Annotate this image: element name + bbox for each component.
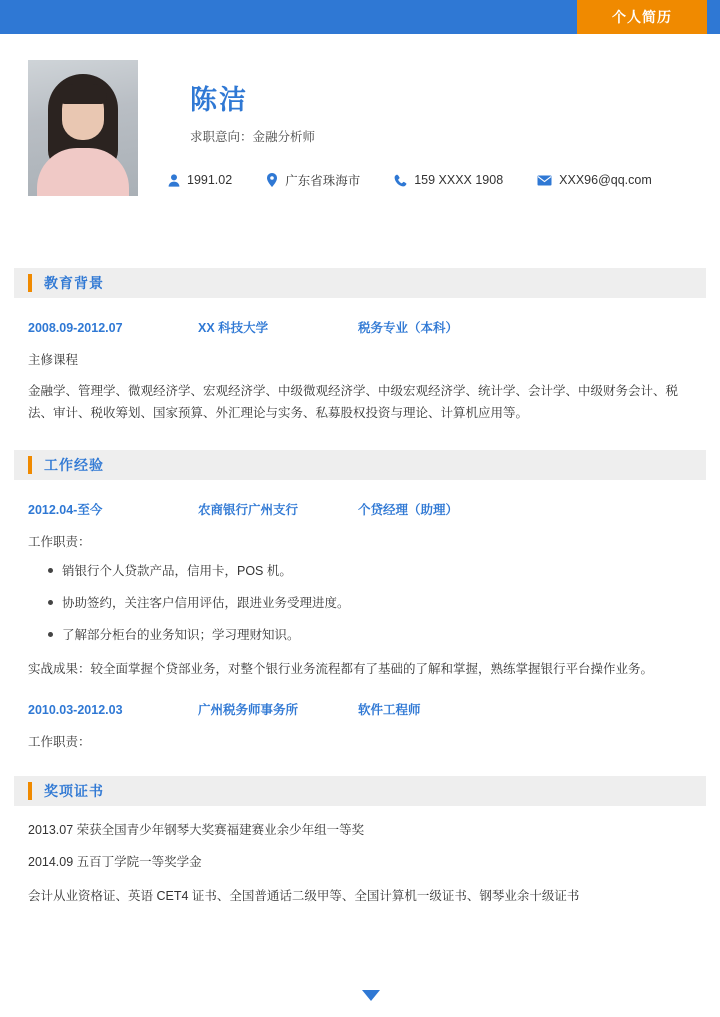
list-item: 了解部分柜台的业务知识；学习理财知识。	[48, 624, 692, 646]
profile-info	[168, 60, 692, 189]
contact-email	[537, 173, 652, 187]
work-role: 个贷经理（助理）	[358, 503, 459, 517]
work-date: 2012.04-至今	[28, 503, 103, 517]
section-accent-bar	[28, 274, 32, 292]
contact-location-text: 广东省珠海市	[285, 174, 361, 188]
contact-email-text: XXX96@qq.com	[559, 173, 652, 187]
contact-phone-text: 159 XXXX 1908	[414, 173, 504, 187]
work-achievement: 实战成果：较全面掌握个贷部业务，对整个银行业务流程都有了基础的了解和掌握，熟练掌握银行平台操作业务。	[28, 662, 654, 676]
resume-tag: 个人简历	[577, 0, 707, 34]
section-body-awards	[0, 820, 720, 904]
candidate-name: 陈洁	[190, 85, 248, 115]
education-sub-label: 主修课程	[28, 353, 79, 367]
contact-birthdate	[168, 173, 232, 187]
work-duties-list	[28, 560, 692, 646]
location-icon	[266, 173, 278, 187]
person-icon	[168, 174, 180, 187]
work-duties-label: 工作职责：	[28, 735, 91, 749]
work-company: 农商银行广州支行	[198, 503, 299, 517]
education-school: XX 科技大学	[198, 321, 269, 335]
avatar	[28, 60, 138, 196]
profile-header	[0, 34, 720, 196]
education-date: 2008.09-2012.07	[28, 321, 123, 335]
contact-phone	[394, 173, 503, 187]
list-item: 销银行个人贷款产品，信用卡，POS 机。	[48, 560, 692, 582]
section-header-education	[14, 268, 706, 298]
section-title-work: 工作经验	[44, 457, 104, 473]
section-title-awards: 奖项证书	[44, 783, 104, 799]
section-header-work	[14, 450, 706, 480]
award-line: 2013.07 荣获全国青少年钢琴大奖赛福建赛业余少年组一等奖	[28, 823, 365, 837]
award-line: 2014.09 五百丁学院一等奖学金	[28, 855, 202, 869]
section-header-awards	[14, 776, 706, 806]
job-objective: 求职意向：金融分析师	[190, 130, 316, 144]
education-entry	[28, 318, 692, 336]
contact-row	[168, 171, 692, 189]
section-body-education	[0, 318, 720, 424]
education-courses: 金融学、管理学、微观经济学、宏观经济学、中级微观经济学、中级宏观经济学、统计学、会计学、中级财务会计、税法、审计、税收筹划、国家预算、外汇理论与实务、私募股权投资与理论、计算机应用等。	[28, 384, 679, 420]
phone-icon	[394, 174, 407, 187]
section-title-education: 教育背景	[44, 275, 104, 291]
contact-birthdate-text: 1991.02	[187, 173, 233, 187]
work-date: 2010.03-2012.03	[28, 703, 123, 717]
work-role: 软件工程师	[358, 703, 421, 717]
section-accent-bar	[28, 456, 32, 474]
award-line: 会计从业资格证、英语 CET4 证书、全国普通话二级甲等、全国计算机一级证书、钢琴业余十级证书	[28, 889, 580, 903]
work-entry	[28, 700, 692, 718]
cursor-pointer	[362, 990, 380, 1001]
work-entry	[28, 500, 692, 518]
list-item: 协助签约，关注客户信用评估，跟进业务受理进度。	[48, 592, 692, 614]
section-body-work	[0, 500, 720, 750]
top-banner	[0, 0, 720, 34]
mail-icon	[537, 175, 552, 186]
work-duties-label: 工作职责：	[28, 535, 91, 549]
education-major: 税务专业（本科）	[358, 321, 459, 335]
work-company: 广州税务师事务所	[198, 703, 299, 717]
contact-location	[266, 171, 360, 189]
section-accent-bar	[28, 782, 32, 800]
avatar-fringe	[59, 84, 107, 104]
